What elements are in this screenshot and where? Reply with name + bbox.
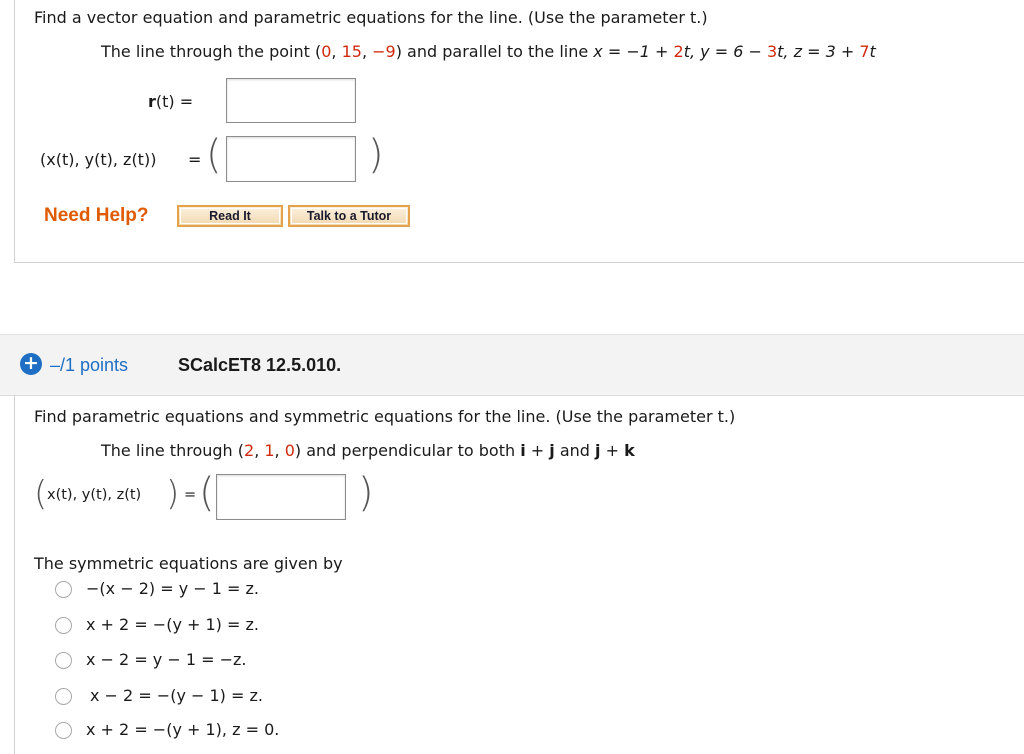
talk-to-tutor-button[interactable]: Talk to a Tutor: [288, 205, 410, 227]
plus-sign: +: [600, 441, 625, 460]
q1-close-paren: ): [368, 132, 384, 178]
r-symbol: r: [148, 92, 156, 111]
option-2-label[interactable]: x + 2 = −(y + 1) = z.: [86, 615, 259, 634]
points-label: –/1 points: [50, 355, 129, 375]
statement-text: The line through (: [101, 441, 244, 460]
question-1-panel: [14, 0, 1024, 263]
symmetric-prompt: The symmetric equations are given by: [34, 554, 343, 573]
separator: ,: [331, 42, 342, 61]
plus-sign: +: [525, 441, 550, 460]
and-text: and: [554, 441, 596, 460]
option-4-label[interactable]: x − 2 = −(y − 1) = z.: [90, 686, 263, 705]
point-y: 15: [341, 42, 362, 61]
option-1-radio[interactable]: [55, 581, 72, 598]
vector-k: k: [624, 441, 635, 460]
x-t: t,: [683, 42, 701, 61]
q1-equals: =: [188, 150, 202, 169]
parametric-equations-input[interactable]: [226, 136, 356, 182]
statement-text: ) and parallel to the line: [395, 42, 594, 61]
point-z: −9: [372, 42, 396, 61]
option-3-label[interactable]: x − 2 = y − 1 = −z.: [86, 650, 247, 669]
y-equation: y = 6 −: [700, 42, 767, 61]
separator: ,: [361, 42, 373, 61]
expand-plus-icon[interactable]: +: [20, 353, 42, 375]
point-z: 0: [284, 441, 295, 460]
vector-i: i: [520, 441, 526, 460]
spacer: [0, 264, 1024, 334]
option-2-radio[interactable]: [55, 617, 72, 634]
q2-parametric-equations-input[interactable]: [216, 474, 346, 520]
statement-text: The line through the point (: [101, 42, 322, 61]
q1-instruction: Find a vector equation and parametric equations for the line. (Use the parameter t.): [34, 8, 708, 27]
x-equation: x = −1 +: [593, 42, 674, 61]
vector-j: j: [595, 441, 601, 460]
read-it-button[interactable]: Read It: [177, 205, 283, 227]
point-x: 0: [321, 42, 332, 61]
vector-equation-input[interactable]: [226, 78, 356, 123]
y-coef: 3: [766, 42, 778, 61]
q2-open-paren: (: [199, 470, 215, 516]
option-3-radio[interactable]: [55, 652, 72, 669]
option-5-radio[interactable]: [55, 722, 72, 739]
q2-param-label: x(t), y(t), z(t): [47, 487, 142, 503]
point-y: 1: [264, 441, 275, 460]
point-x: 2: [244, 441, 255, 460]
x-coef: 2: [673, 42, 684, 61]
statement-text: ) and perpendicular to both: [294, 441, 521, 460]
q2-close-paren: ): [358, 470, 374, 516]
q2-equals: =: [184, 487, 197, 503]
option-1-label[interactable]: −(x − 2) = y − 1 = z.: [86, 579, 259, 598]
y-t: t,: [777, 42, 794, 61]
vector-label-rest: (t) =: [155, 92, 194, 111]
separator: ,: [254, 441, 265, 460]
vector-j: j: [549, 441, 555, 460]
option-5-label[interactable]: x + 2 = −(y + 1), z = 0.: [86, 720, 280, 739]
separator: ,: [274, 441, 285, 460]
q2-statement: [101, 441, 635, 460]
need-help-label: Need Help?: [44, 205, 149, 226]
vector-label: [148, 92, 193, 111]
option-4-radio[interactable]: [55, 688, 72, 705]
z-equation: z = 3 +: [793, 42, 860, 61]
z-coef: 7: [859, 42, 870, 61]
q1-open-paren: (: [206, 132, 222, 178]
q1-statement: [101, 42, 876, 61]
q1-param-label: (x(t), y(t), z(t)): [40, 150, 157, 169]
question-2-header: [0, 334, 1024, 396]
q2-instruction: Find parametric equations and symmetric equations for the line. (Use the parameter t.): [34, 407, 736, 426]
q2-label-close-paren: ): [166, 474, 180, 514]
question-id: SCalcET8 12.5.010.: [178, 355, 342, 375]
z-t: t: [869, 42, 876, 61]
q2-label-open-paren: (: [34, 474, 48, 514]
